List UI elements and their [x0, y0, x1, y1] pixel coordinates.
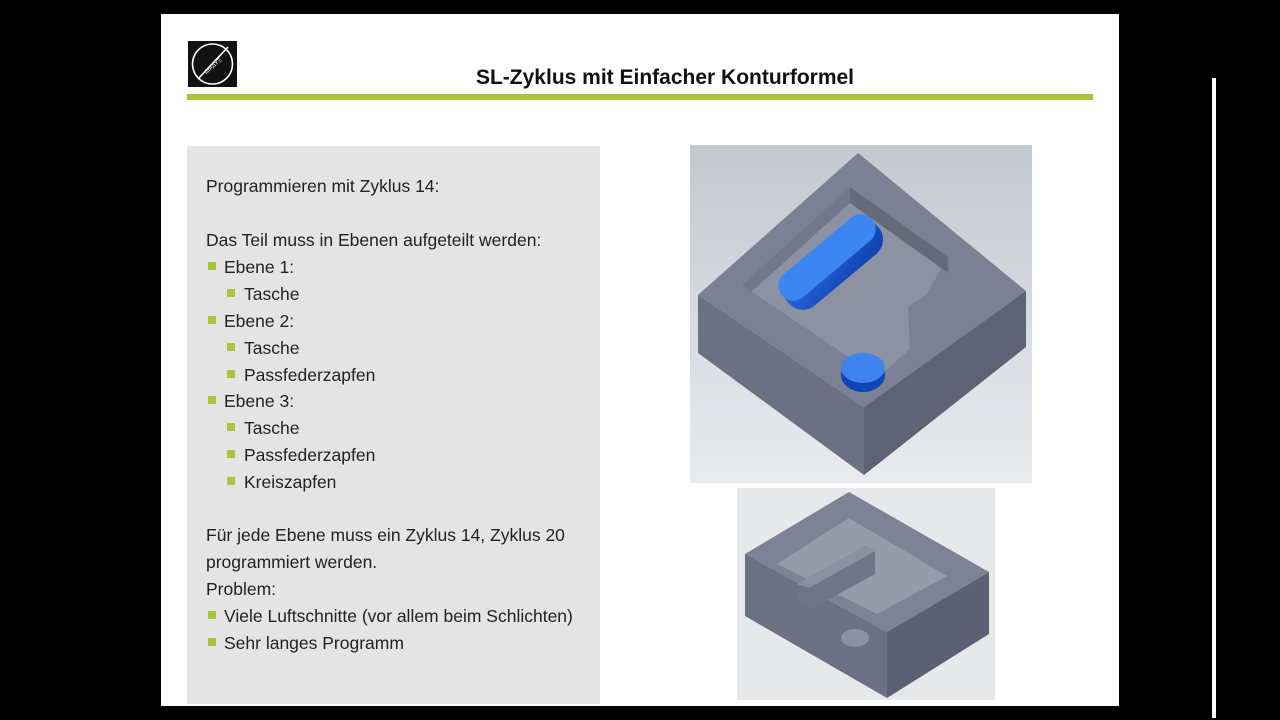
bullet-icon — [227, 477, 235, 485]
level-1-pocket: Tasche — [244, 284, 300, 304]
level-2-pocket: Tasche — [244, 338, 300, 358]
bullet-icon — [227, 370, 235, 378]
bullet-icon — [227, 289, 235, 297]
bullet-icon — [208, 611, 216, 619]
level-1-label: Ebene 1: — [224, 257, 295, 277]
problem-item-1: Viele Luftschnitte (vor allem beim Schlichten) — [224, 606, 573, 626]
bullet-icon — [208, 396, 216, 404]
level-3-circle-stud: Kreiszapfen — [244, 472, 337, 492]
intro-text: Programmieren mit Zyklus 14: — [206, 176, 440, 196]
level-3-label: Ebene 3: — [224, 391, 295, 411]
video-edge — [1212, 78, 1216, 718]
slide-title: SL-Zyklus mit Einfacher Konturformel — [475, 66, 855, 89]
problem-label: Problem: — [206, 579, 277, 599]
every-level-text-1: Für jede Ebene muss ein Zyklus 14, Zyklus 20 — [206, 525, 565, 545]
level-3-pocket: Tasche — [244, 418, 300, 438]
bullet-icon — [208, 638, 216, 646]
split-text: Das Teil muss in Ebenen aufgeteilt werden: — [206, 230, 542, 250]
bullet-icon — [208, 262, 216, 270]
level-2-key-stud: Passfederzapfen — [244, 365, 376, 385]
bullet-icon — [227, 450, 235, 458]
workpiece-render-bottom — [737, 488, 995, 700]
title-divider — [187, 94, 1093, 100]
every-level-text-2: programmiert werden. — [206, 552, 378, 572]
problem-item-2: Sehr langes Programm — [224, 633, 404, 653]
bullet-icon — [227, 423, 235, 431]
slide — [161, 14, 1119, 706]
bullet-icon — [208, 316, 216, 324]
svg-text:ΔΙΑΔΥΞ: ΔΙΑΔΥΞ — [203, 57, 224, 76]
text-panel — [187, 146, 600, 704]
level-3-key-stud: Passfederzapfen — [244, 445, 376, 465]
bullet-icon — [227, 343, 235, 351]
level-2-label: Ebene 2: — [224, 311, 295, 331]
workpiece-render-top — [690, 145, 1032, 483]
